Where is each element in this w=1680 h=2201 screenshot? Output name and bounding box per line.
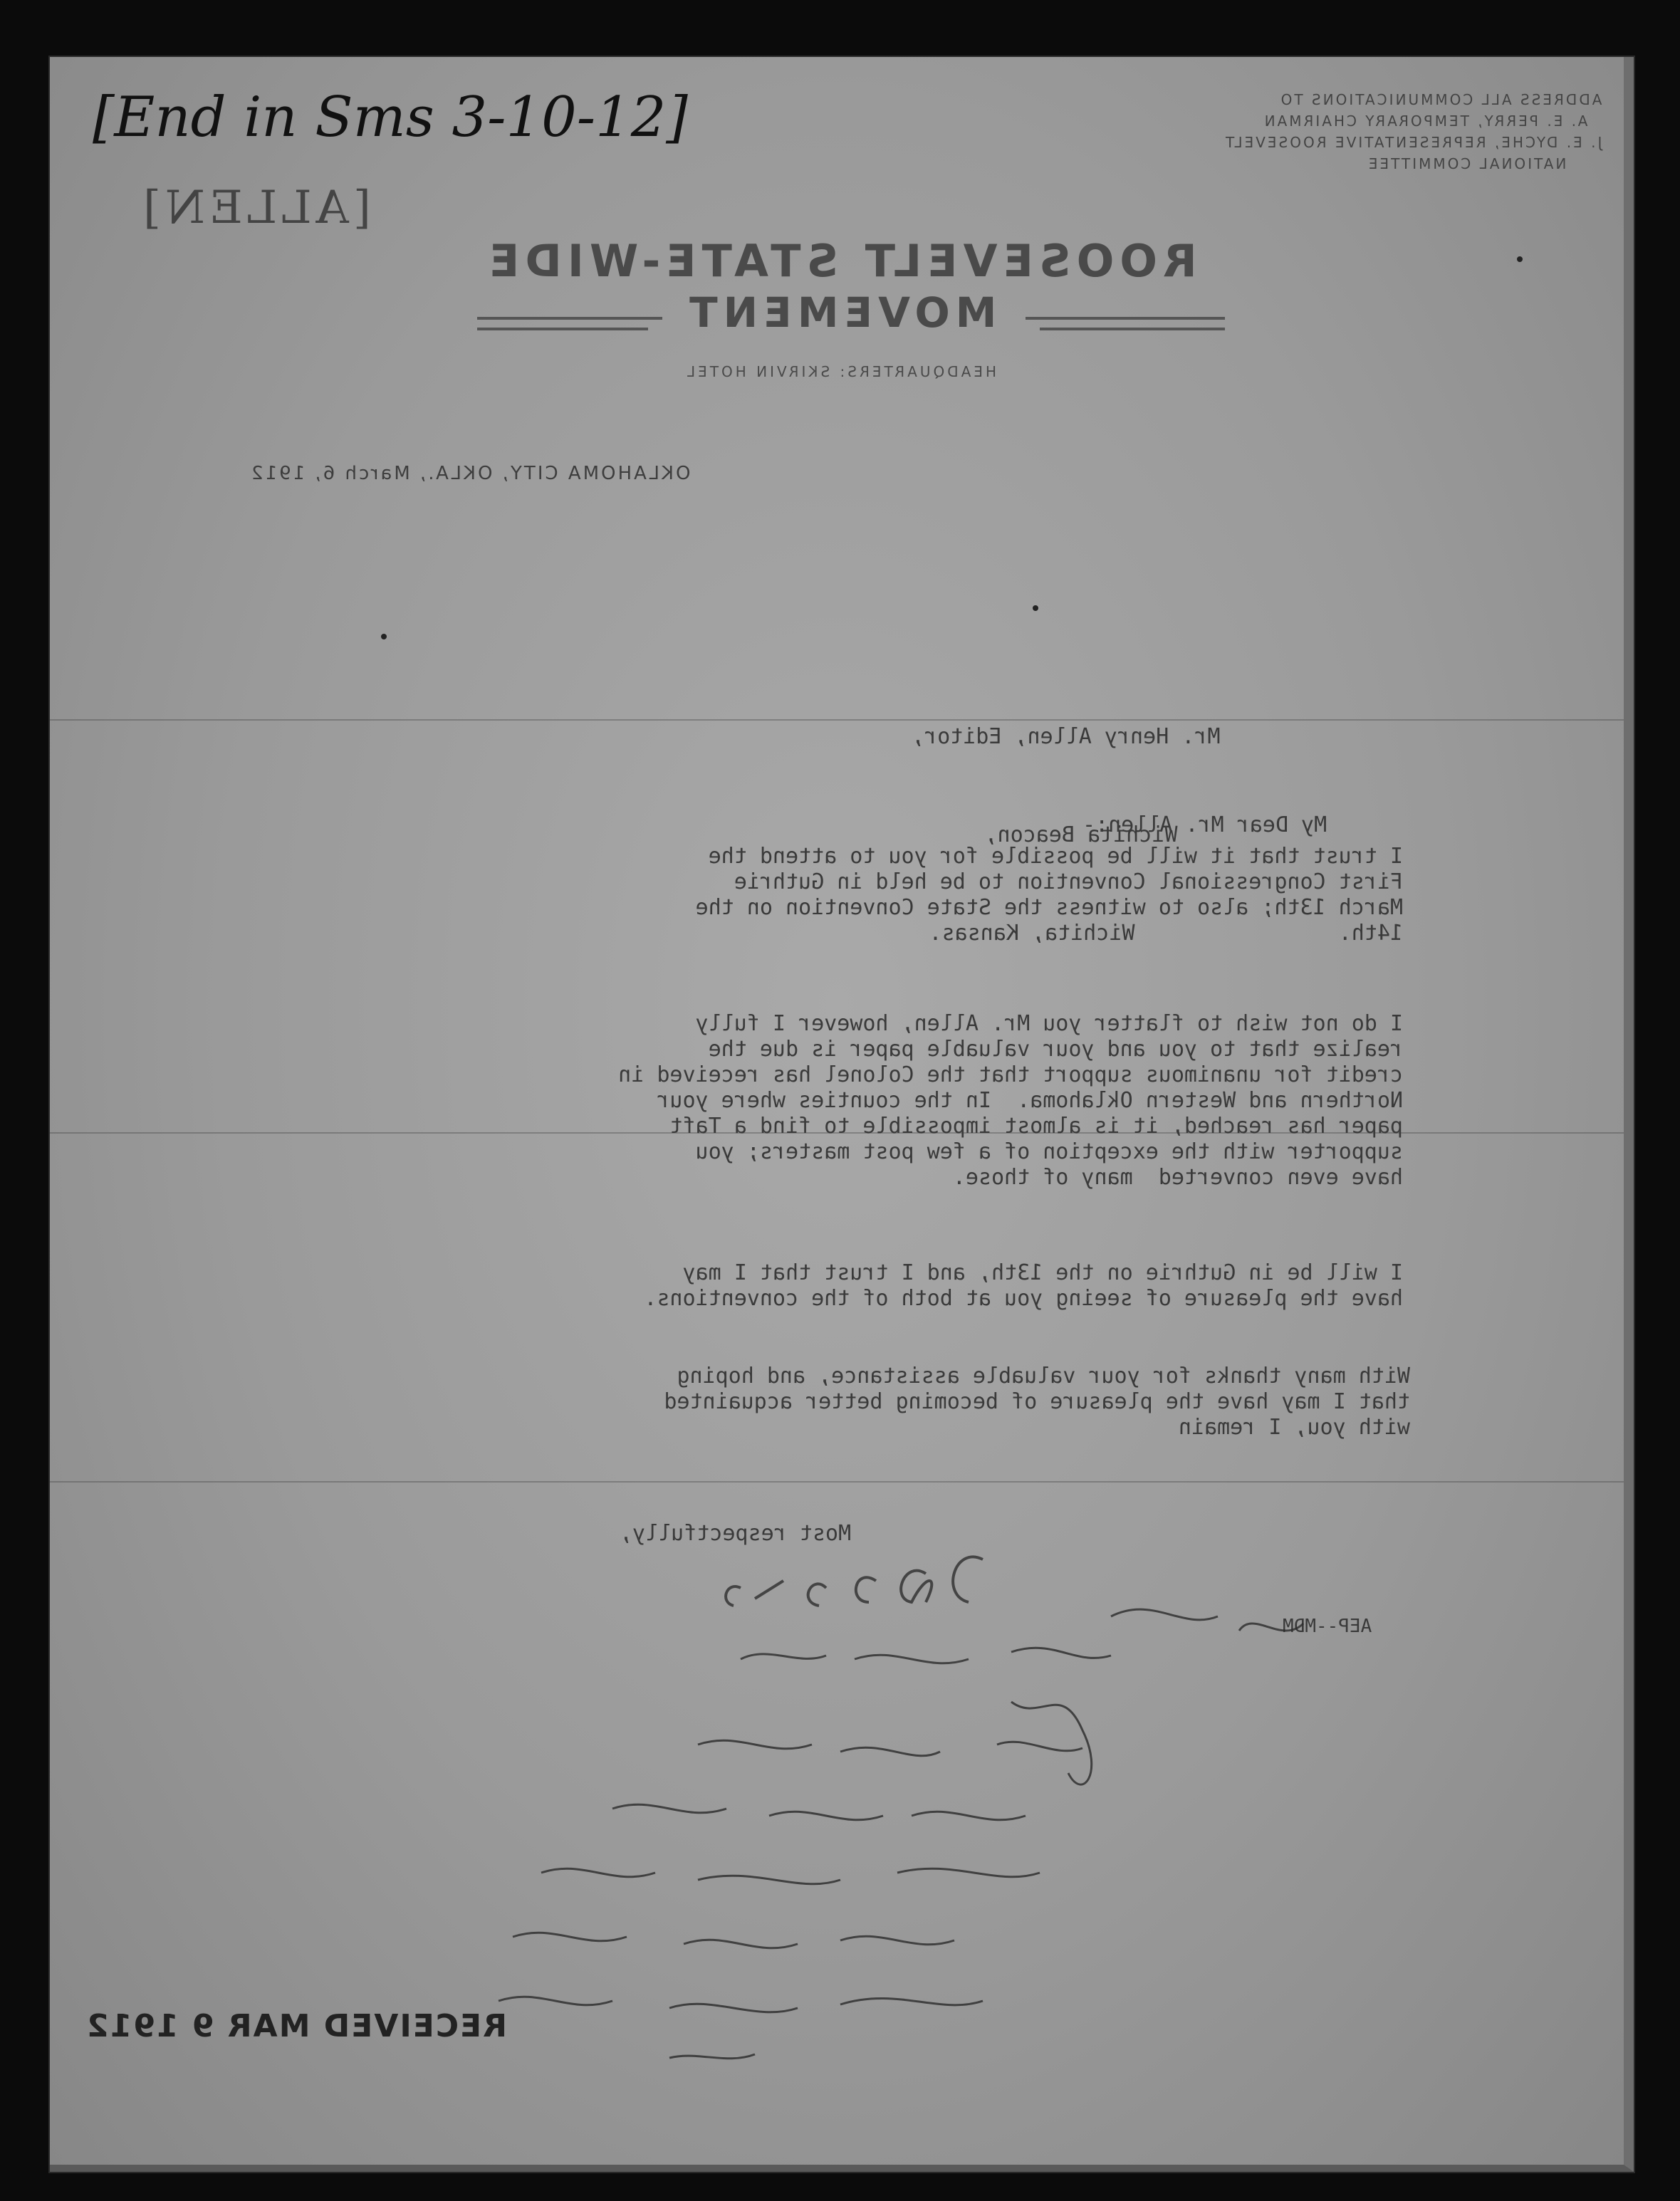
salutation: My Dear Mr. Allen:- bbox=[1082, 812, 1327, 837]
body-line: with you, I remain bbox=[1178, 1415, 1410, 1440]
ink-spot bbox=[1517, 256, 1523, 262]
body-line: realize that to you and your valuable paper is due the bbox=[708, 1037, 1403, 1062]
body-paragraph bbox=[313, 1364, 1410, 1441]
recipient-line: Wichita, Kansas. bbox=[929, 921, 1135, 946]
ink-spot bbox=[1033, 605, 1038, 611]
letter-dateline: OKLAHOMA CITY, OKLA., March 6, 1912 bbox=[249, 463, 691, 484]
body-line: First Congressional Convention to be held in Guthrie bbox=[734, 869, 1403, 894]
address-line: NATIONAL COMMITTEE bbox=[1366, 155, 1566, 172]
body-line: I do not wish to flatter you Mr. Allen, however I fully bbox=[695, 1011, 1403, 1036]
body-line: have the pleasure of seeing you at both of the conventions. bbox=[644, 1286, 1403, 1311]
address-line: A. E. PERRY, TEMPORARY CHAIRMAN bbox=[1262, 113, 1587, 130]
letterhead-subtitle: MOVEMENT bbox=[683, 288, 997, 337]
body-paragraph bbox=[192, 1011, 1403, 1191]
handwritten-reply bbox=[399, 1588, 1538, 2101]
address-line: J. E. DYCHE, REPRESENTATIVE ROOSEVELT bbox=[1223, 134, 1602, 151]
address-line: ADDRESS ALL COMMUNICATIONS TO bbox=[1278, 91, 1602, 108]
recipient-line: Mr. Henry Allen, Editor, bbox=[912, 724, 1221, 749]
body-line: Northern and Western Oklahoma. In the counties where your bbox=[657, 1088, 1403, 1113]
received-stamp: RECEIVED MAR 9 1912 bbox=[85, 2008, 508, 2044]
body-line: have even converted many of those. bbox=[952, 1165, 1403, 1190]
archive-annotation: [End in Sms 3-10-12] bbox=[93, 85, 688, 150]
body-line: March 13th; also to witness the State Convention on the bbox=[695, 895, 1403, 920]
body-line: that I may have the pleasure of becoming better acquainted bbox=[664, 1389, 1410, 1414]
body-line: credit for unanimous support that the Colonel has received in bbox=[618, 1062, 1403, 1087]
fold-line bbox=[50, 719, 1624, 721]
letterhead-headquarters: HEADQUARTERS: SKIRVIN HOTEL bbox=[684, 363, 996, 380]
body-paragraph bbox=[192, 844, 1403, 946]
letterhead-title: ROOSEVELT STATE-WIDE bbox=[483, 235, 1197, 287]
body-paragraph bbox=[192, 1260, 1403, 1312]
body-line: I trust that it will be possible for you to attend the bbox=[708, 844, 1403, 869]
recipient-line: Wichita Beacon, bbox=[984, 822, 1178, 847]
body-line: supporter with the exception of a few post masters; you bbox=[695, 1139, 1403, 1164]
body-line: I will be in Guthrie on the 13th, and I trust that I may bbox=[682, 1260, 1403, 1285]
fold-line bbox=[50, 1481, 1624, 1483]
body-line: With many thanks for your valuable assistance, and hoping bbox=[677, 1364, 1410, 1389]
body-line: 14th. bbox=[1338, 921, 1403, 946]
letterhead-address bbox=[1224, 89, 1602, 174]
name-annotation: [ALLEN] bbox=[139, 182, 371, 234]
closing: Most respectfully, bbox=[620, 1521, 852, 1546]
body-line: paper has reached, it is almost impossible to find a Taft bbox=[669, 1114, 1403, 1139]
typist-initials: AEP--MDM bbox=[1283, 1616, 1372, 1637]
ink-spot bbox=[381, 634, 387, 639]
